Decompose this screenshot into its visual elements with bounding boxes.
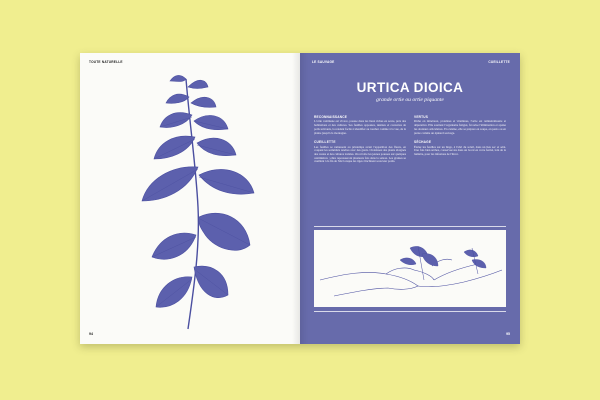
illustration-top-rule <box>314 226 506 227</box>
article-subtitle: grande ortie ou ortie piquante <box>376 97 444 103</box>
right-running-head-left: LE SAUVAGE <box>312 60 335 64</box>
section-heading-reconnaissance: RECONNAISSANCE <box>314 115 348 119</box>
section-body-sechage: Étalez les feuilles sur un linge, à l'abri du soleil, dans un lieu sec et aéré. Une fois bien sèches, conservez-les dans un bocal en verre fermé, loin de la lumière, pour les infusions de l'hiver. <box>414 144 506 156</box>
section-heading-vertus: VERTUS <box>414 115 429 119</box>
right-folio: 95 <box>506 332 510 336</box>
left-running-head: TOUTE NATURELLE <box>89 60 123 64</box>
right-running-head-right: CUEILLETTE <box>488 60 510 64</box>
magazine-spread <box>80 53 520 344</box>
hands-with-nettle-icon <box>314 230 506 307</box>
right-text-column <box>414 115 506 162</box>
left-page <box>80 53 300 344</box>
section-body-vertus: Riche en minéraux, protéines et vitamines, l'ortie est reminéralisante et dépurative. Elle soutient l'organisme fatigué, favorise l'élimination et apaise les douleurs articulaires. En cuisine, elle se prépare en soupe, en pesto ou en purée comme un épinard sauvage. <box>414 119 506 135</box>
illustration-bottom-rule <box>314 311 506 312</box>
section-body-reconnaissance: L'ortie commune est vivace, pousse dans les lieux riches en azote, près des habitations et des cultures. Ses feuilles opposées, dentées et couvertes de poils urticants, la rendent facile à identifier au toucher comme à la vue, de la plaine jusqu'à la montagne. <box>314 119 406 135</box>
section-heading-cueillette: CUEILLETTE <box>314 140 336 145</box>
section-body-cueillette: Les feuilles se ramassent au printemps avant l'apparition des fleurs, en coupant les sommités tendres avec des gants. Choisissez des plants éloignés des routes et des cultures traitées. On récolte les jeunes pousses sur quelques centimètres ; elles repousseront plusieurs fois dans la saison. Les graines se cueillent à la fin de l'été lorsque les tiges s'inclinent sous leur poids. <box>314 144 406 164</box>
nettle-plant-illustration-icon <box>108 67 268 337</box>
hands-harvesting-illustration <box>314 230 506 307</box>
left-folio: 94 <box>89 332 93 336</box>
section-heading-sechage: SÉCHAGE <box>414 140 432 145</box>
article-title: URTICA DIOICA <box>356 80 464 95</box>
left-text-column <box>314 115 406 169</box>
right-page <box>300 53 520 344</box>
